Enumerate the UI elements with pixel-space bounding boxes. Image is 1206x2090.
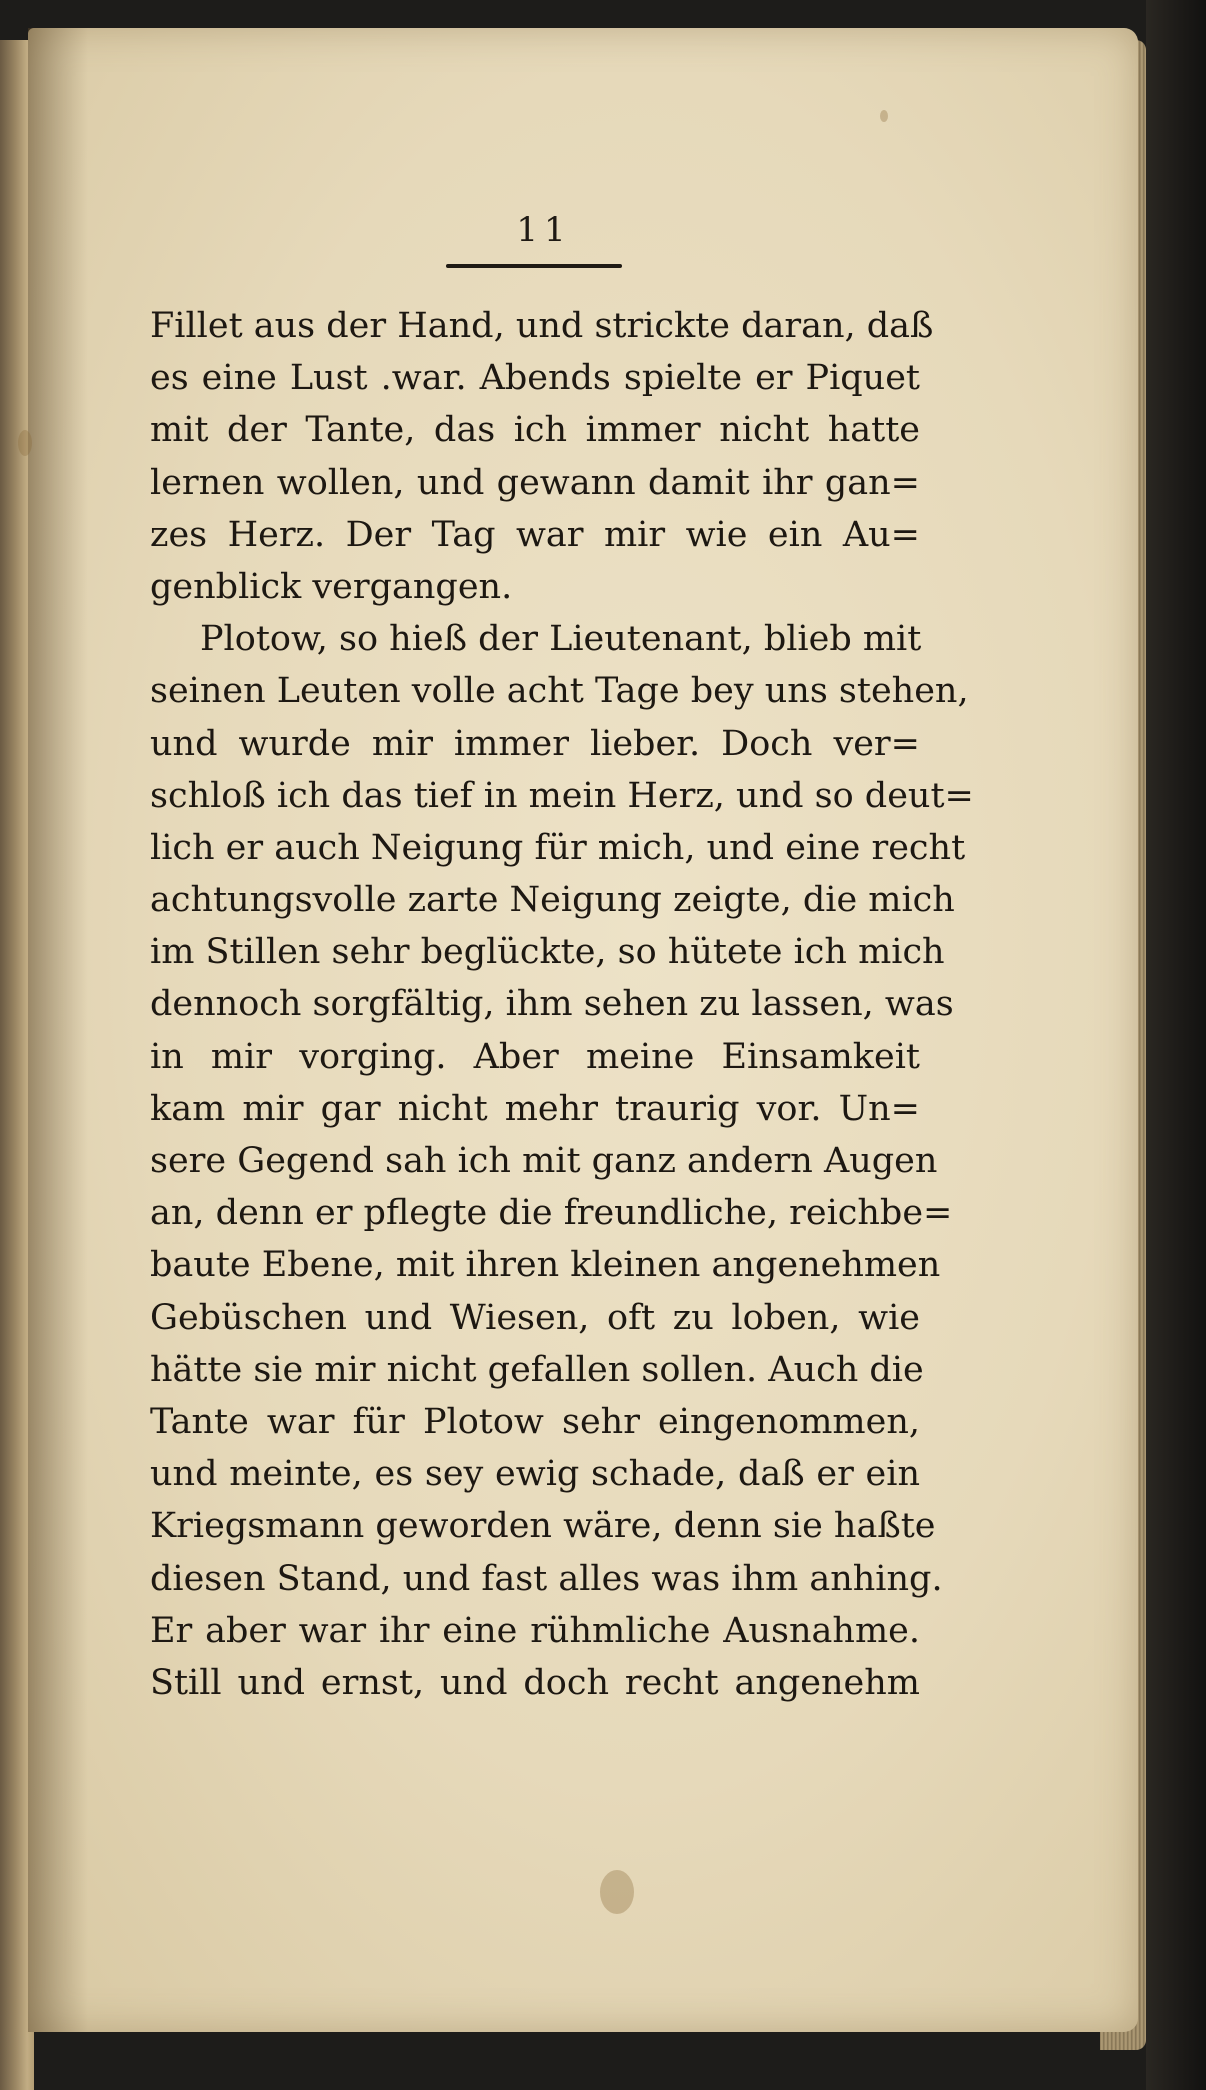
- text-line: sere Gegend sah ich mit ganz andern Augen: [150, 1141, 938, 1181]
- body-text: [150, 300, 974, 1709]
- text-line: mit der Tante, das ich immer nicht hatte: [150, 410, 920, 451]
- gutter-shadow: [28, 28, 88, 2032]
- text-line: Gebüschen und Wiesen, oft zu loben, wie: [150, 1297, 920, 1338]
- text-line: Tante war für Plotow sehr eingenommen,: [150, 1401, 920, 1442]
- text-line: und meinte, es sey ewig schade, daß er ein: [150, 1454, 920, 1495]
- text-line: Fillet aus der Hand, und strickte daran, daß: [150, 306, 934, 346]
- text-line: baute Ebene, mit ihren kleinen angenehmen: [150, 1245, 941, 1286]
- text-line: lernen wollen, und gewann damit ihr gan=: [150, 462, 920, 503]
- text-line: im Stillen sehr beglückte, so hütete ich mich: [150, 932, 945, 973]
- paper-stain: [600, 1870, 634, 1914]
- text-line: seinen Leuten volle acht Tage bey uns stehen,: [150, 671, 969, 712]
- page-number: 11: [516, 210, 572, 250]
- text-line: Er aber war ihr eine rühmliche Ausnahme.: [150, 1610, 920, 1651]
- paper-stain: [18, 430, 32, 456]
- paper-stain: [880, 110, 888, 122]
- text-line: schloß ich das tief in mein Herz, und so deut=: [150, 775, 974, 816]
- cover-edge: [1146, 0, 1206, 2090]
- text-line: kam mir gar nicht mehr traurig vor. Un=: [150, 1088, 920, 1129]
- text-line: dennoch sorgfältig, ihm sehen zu lassen, was: [150, 984, 954, 1025]
- text-line: achtungsvolle zarte Neigung zeigte, die mich: [150, 880, 955, 921]
- text-line: diesen Stand, und fast alles was ihm anhing.: [150, 1558, 943, 1599]
- text-line: hätte sie mir nicht gefallen sollen. Auch die: [150, 1349, 924, 1390]
- text-line: und wurde mir immer lieber. Doch ver=: [150, 723, 920, 764]
- text-line: an, denn er pflegte die freundliche, reichbe=: [150, 1193, 953, 1234]
- text-line: es eine Lust .war. Abends spielte er Piquet: [150, 358, 920, 399]
- text-line: genblick vergangen.: [150, 566, 513, 607]
- header-rule: [446, 264, 622, 268]
- text-line: zes Herz. Der Tag war mir wie ein Au=: [150, 514, 920, 555]
- text-line: lich er auch Neigung für mich, und eine recht: [150, 827, 966, 868]
- text-line: in mir vorging. Aber meine Einsamkeit: [150, 1036, 920, 1077]
- text-line: Kriegsmann geworden wäre, denn sie haßte: [150, 1506, 936, 1547]
- text-line: Still und ernst, und doch recht angenehm: [150, 1662, 920, 1703]
- text-line: Plotow, so hieß der Lieutenant, blieb mit: [200, 619, 922, 660]
